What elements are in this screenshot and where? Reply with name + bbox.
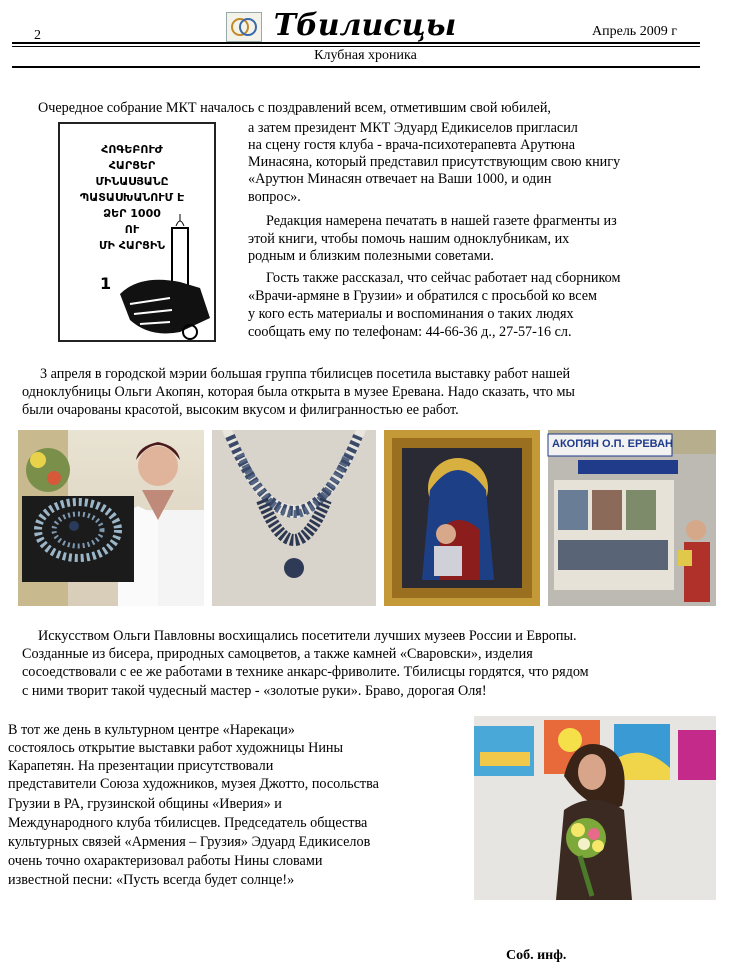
syringe-hand-illustration [110,224,214,340]
photo-olga-with-necklace [18,430,204,606]
book-cover-title: ՀՈԳԵԲՈՒԺ ՀԱՐՑԵՐ ՄԻՆԱՍՅԱՆԸ ՊԱՏԱՍԽԱՆՈՒՄ Է ՁԵՐ 1000 ՈՒ ՄԻ ՀԱՐՑԻՆ [79,143,185,252]
article1-line: Минасяна, который представил присутствующим свою книгу [248,154,621,170]
article1-line: вопрос». [248,189,301,205]
photo-exhibition-booth [548,430,716,606]
article1-line: на сцену гостя клуба - врача-психотерапевта Арутюна [248,137,576,153]
article4-line: известной песни: «Пусть всегда будет солнце!» [8,872,295,888]
article4-line: очень точно охарактеризовал работы Нины словами [8,853,323,869]
article4-line: Международного клуба тбилисцев. Председатель общества [8,815,368,831]
header-rule [12,42,700,44]
article4-line: культурных связей «Армения – Грузия» Эдуард Едикиселов [8,834,371,850]
article2-line: были очарованы красотой, высоким вкусом и филигранностью ее работ. [22,402,459,418]
article1-line: Гость также рассказал, что сейчас работает над сборником [266,270,621,286]
section-title: Клубная хроника [314,48,417,63]
article1-line: «Врачи-армяне в Грузии» и обратился с просьбой ко всем [248,288,598,304]
photo-beaded-necklace [212,430,376,606]
book-volume-number: 1 [100,274,112,293]
article4-line: В тот же день в культурном центре «Нарекаци» [8,722,295,738]
article1-line: Редакция намерена печатать в нашей газете фрагменты из [266,213,617,229]
issue-date: Апрель 2009 г [592,24,677,39]
article1-line: «Арутюн Минасян отвечает на Ваши 1000, и один [248,171,552,187]
masthead-title: Тбилисцы [273,8,457,43]
article4-line: Грузии в РА, грузинской общины «Иверия» и [8,796,282,812]
photo-nina-with-flowers [474,716,716,900]
club-logo-icon [226,12,262,42]
photo-beaded-icon-madonna [384,430,540,606]
article1-line: сообщать ему по телефонам: 44-66-36 д., 27-57-16 сл. [248,324,572,340]
article3-line: сосоедствовали с ее же работами в технике анкарс-фриволите. Тбилисцы гордятся, что рядом [22,664,589,680]
booth-sign-text: АКОПЯН О.П. ЕРЕВАН [552,438,673,450]
book-cover-image [58,122,216,342]
header-rule-thin [12,46,700,47]
article4-line: состоялось открытие выставки работ художницы Нины [8,740,344,756]
article3-line: с ними творит такой чудесный мастер - «золотые руки». Браво, дорогая Оля! [22,683,487,699]
article3-line: Созданные из бисера, природных самоцветов, а также камней «Сваровски», изделия [22,646,533,662]
article2-line: 3 апреля в городской мэрии большая группа тбилисцев посетила выставку работ нашей [40,366,571,382]
article3-line: Искусством Ольги Павловны восхищались посетители лучших музеев России и Европы. [38,628,577,644]
article1-line: а затем президент МКТ Эдуард Едикиселов пригласил [248,120,578,136]
article1-line: этой книги, чтобы помочь нашим одноклубникам, их [248,231,570,247]
masthead-logo [273,4,457,44]
section-rule [12,66,700,68]
article1-line: Очередное собрание МКТ началось с поздравлений всем, отметившим свой юбилей, [38,100,551,116]
author-signature: Соб. инф. [506,948,567,963]
article2-line: одноклубницы Ольги Акопян, которая была открыта в музее Еревана. Надо сказать, что мы [22,384,575,400]
article4-line: представители Союза художников, музея Джотто, посольства [8,776,379,792]
article1-line: у кого есть материалы и воспоминания о таких людях [248,306,574,322]
article4-line: Карапетян. На презентации присутствовали [8,758,274,774]
article1-line: родным и близким полезными советами. [248,248,494,264]
page-number: 2 [34,28,41,43]
